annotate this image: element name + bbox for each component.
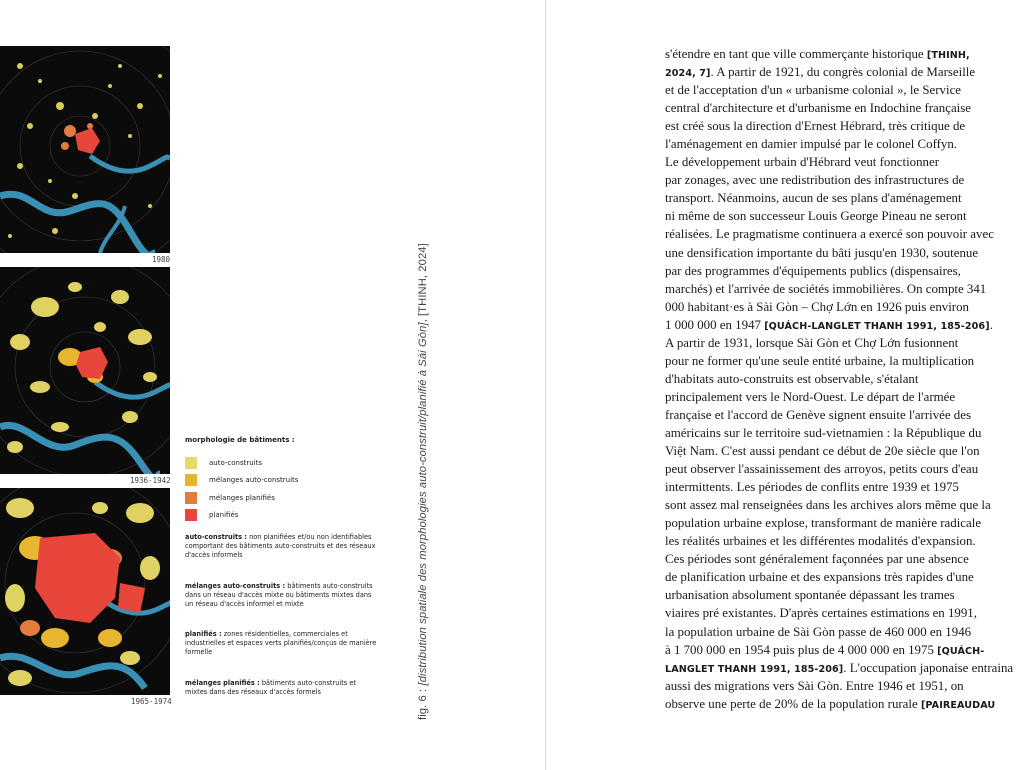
text-run: . (989, 317, 993, 332)
text-run: de planification urbaine et des expansions très rapides d'une (665, 570, 974, 585)
text-line (665, 424, 1010, 442)
citation: LANGLET THANH 1991, 185-206] (665, 663, 844, 675)
definition-melanges-auto-construits (185, 582, 380, 609)
text-run: 000 habitant·es à Sài Gòn – Chợ Lớn en 1926 puis environ (665, 299, 969, 314)
caption-prefix: fig. 6 : (417, 685, 429, 720)
text-run: population urbaine explose, transformant de manière radicale (665, 516, 982, 531)
legend-label: mélanges planifiés (209, 493, 275, 502)
text-line (665, 388, 1010, 406)
legend-item (185, 489, 385, 507)
legend-title: morphologie de bâtiments : (185, 436, 295, 444)
text-line (665, 225, 1010, 243)
text-run: à 1 700 000 en 1954 puis plus de 4 000 000 en 1975 (665, 642, 938, 657)
definition-term: mélanges auto-construits : (185, 582, 286, 590)
legend-label: auto-construits (209, 458, 263, 467)
text-run: une densification importante du bâti jusqu'en 1930, soutenue (665, 245, 979, 260)
text-line (665, 117, 1010, 135)
text-run: l'aménagement en damier impulsé par le colonel Coffyn. (665, 137, 958, 152)
text-run: urbanisation absolument spontanée dépassant les trames (665, 588, 955, 603)
map-1965-1974-graphic (0, 488, 170, 695)
text-line (665, 496, 1010, 514)
text-run: A partir de 1931, lorsque Sài Gòn et Chợ Lớn fusionnent (665, 335, 959, 350)
citation: [QUÁCH- (937, 645, 985, 657)
map-1965-1974 (0, 488, 170, 695)
text-run: Le développement urbain d'Hébrard veut fonctionner (665, 155, 939, 170)
map-1980 (0, 46, 170, 253)
definition-auto-construits (185, 533, 380, 560)
text-line (665, 63, 1010, 81)
text-run: et de l'acceptation d'un « urbanisme colonial », le Service (665, 83, 962, 98)
text-run: réalisées. Le pragmatisme continuera a exercé son pouvoir avec (665, 227, 994, 242)
text-run: américains sur le territoire sud-vietnamien : la République du (665, 425, 982, 440)
citation: [PAIREAUDAU (920, 699, 996, 711)
definition-planifies (185, 630, 380, 657)
text-line (665, 189, 1010, 207)
text-run: principalement vers le Nord-Ouest. Le départ de l'armée (665, 389, 956, 404)
page-gutter (545, 0, 546, 770)
text-line (665, 406, 1010, 424)
definition-text: zones résidentielles, commerciales et industrielles et espaces verts planifiés/conçus de manière formelle (185, 630, 377, 656)
text-line (665, 153, 1010, 171)
text-run: observe une perte de 20% de la population rurale (665, 696, 921, 711)
legend-label: planifiés (209, 511, 239, 520)
map-1936-1942-graphic (0, 267, 170, 474)
text-run: française et l'accord de Genève signent ensuite l'arrivée des (665, 407, 971, 422)
caption-source: , [THINH, 2024] (417, 243, 429, 323)
legend-swatch (185, 509, 197, 521)
text-run: . L'occupation japonaise entraina (843, 660, 1014, 675)
legend-item (185, 507, 385, 525)
legend-item (185, 472, 385, 490)
text-line (665, 659, 1014, 677)
text-run: pour ne former qu'une seule entité urbaine, la multiplication (665, 353, 975, 368)
definition-text: bâtiments auto-construits et mixtes dans des réseaux d'accès formels (185, 679, 356, 696)
definition-term: mélanges planifiés : (185, 679, 260, 687)
text-line (665, 478, 1010, 496)
text-line (665, 244, 1010, 262)
legend-item (185, 454, 385, 472)
map-1980-graphic (0, 46, 170, 253)
text-run: les réalités urbaines et les différentes modalités d'expansion. (665, 534, 976, 549)
text-line (665, 99, 1010, 117)
year-label-1980: 1980 (152, 255, 171, 264)
text-run: . A partir de 1921, du congrès colonial de Marseille (710, 65, 976, 80)
text-line (665, 695, 1010, 713)
text-run: d'habitats auto-construits est observable, s'étalant (665, 371, 919, 386)
text-run: intermittents. Les périodes de conflits entre 1939 et 1975 (665, 480, 959, 495)
text-line (665, 442, 1010, 460)
text-line (665, 298, 1010, 316)
text-line (665, 316, 1010, 334)
text-line (665, 280, 1010, 298)
text-line (665, 604, 1010, 622)
text-run: la population urbaine de Sài Gòn passe de 460 000 en 1946 (665, 624, 972, 639)
text-run: marchés) et l'arrivée de sociétés immobilières. On compte 341 (665, 281, 987, 296)
text-run: peut observer l'assainissement des arroyos, petits cours d'eau (665, 462, 979, 477)
text-run: par des programmes d'équipements publics (dispensaires, (665, 263, 961, 278)
text-run: 1 000 000 en 1947 (665, 317, 765, 332)
text-run: central d'architecture et d'urbanisme en Indochine française (665, 101, 971, 116)
figure-legend (185, 436, 385, 524)
text-line (665, 334, 1010, 352)
citation: [THINH, (926, 50, 970, 61)
text-line (665, 514, 1010, 532)
text-run: Ces périodes sont généralement façonnées par une absence (665, 552, 969, 567)
figure-caption (415, 240, 429, 720)
definition-text: bâtiments auto-construits dans un réseau d'accès mixte ou bâtiments mixtes dans un réseau d'accès informel et mixte (185, 582, 373, 608)
text-run: Việt Nam. C'est aussi pendant ce début de 20e siècle que l'on (665, 444, 980, 459)
year-label-1965-1974: 1965-1974 (131, 697, 172, 706)
definition-melanges-planifies (185, 679, 380, 697)
text-line (665, 207, 1010, 225)
text-line (665, 262, 1010, 280)
legend-swatch (185, 457, 197, 469)
citation: 2024, 7] (665, 68, 711, 80)
text-line (665, 586, 1010, 604)
definition-term: auto-construits : (185, 533, 247, 541)
caption-title: [distribution spatiale des morphologies auto-construit/planifié à Sài Gòn] (417, 322, 429, 686)
text-line (665, 677, 1010, 695)
text-line (665, 45, 1010, 63)
text-line (665, 532, 1010, 550)
text-line (665, 641, 1010, 659)
text-line (665, 568, 1010, 586)
citation: [QUÁCH-LANGLET THANH 1991, 185-206] (764, 320, 990, 332)
text-run: sont assez mal renseignées dans les archives alors même que la (665, 498, 991, 513)
legend-swatch (185, 492, 197, 504)
text-run: est créé sous la direction d'Ernest Hébrard, très critique de (665, 119, 966, 134)
text-line (665, 352, 1010, 370)
legend-label: mélanges auto-construits (209, 476, 299, 485)
figure-caption-text (417, 243, 429, 720)
text-run: par zonages, avec une redistribution des infrastructures de (665, 173, 965, 188)
text-run: ni même de son successeur Louis George Pineau ne seront (665, 209, 967, 224)
text-run: viaires pré existantes. D'après certaines estimations en 1991, (665, 606, 977, 621)
text-line (665, 460, 1010, 478)
text-line (665, 623, 1010, 641)
text-line (665, 370, 1010, 388)
text-line (665, 81, 1010, 99)
text-run: s'étendre en tant que ville commerçante historique (665, 47, 927, 61)
definition-text: non planifiées et/ou non identifiables comportant des bâtiments auto-construits et des réseaux d'accès informels (185, 533, 376, 559)
text-line (665, 135, 1010, 153)
body-text (665, 45, 1014, 713)
legend-swatch (185, 474, 197, 486)
text-line (665, 550, 1010, 568)
text-line (665, 171, 1010, 189)
definition-term: planifiés : (185, 630, 222, 638)
text-run: transport. Néanmoins, aucun de ses plans d'aménagement (665, 191, 962, 206)
year-label-1936-1942: 1936-1942 (130, 476, 171, 485)
map-1936-1942 (0, 267, 170, 474)
text-run: aussi des migrations vers Sài Gòn. Entre 1946 et 1951, on (665, 678, 964, 693)
